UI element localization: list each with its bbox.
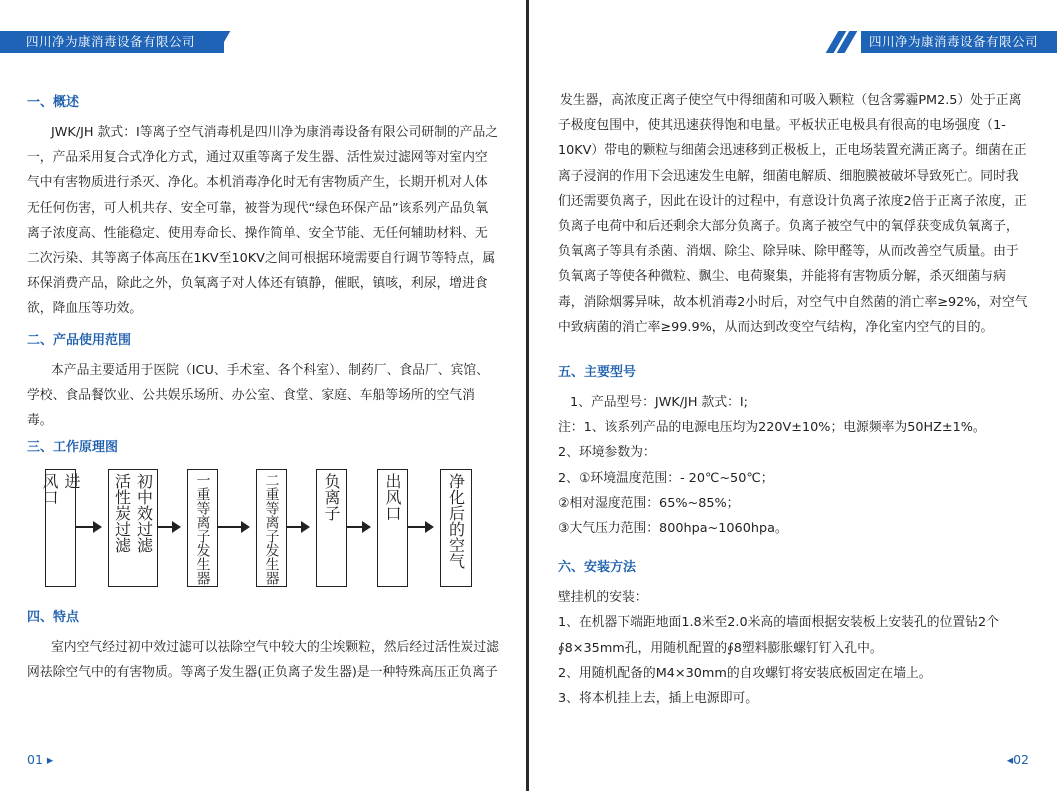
flow-step-label: 二重等离子发生器 (263, 473, 280, 586)
flow-step-box (316, 469, 347, 587)
flow-step-box (440, 469, 472, 587)
flow-step-box (108, 469, 158, 587)
flow-step-box (40, 469, 81, 587)
working-principle-diagram (27, 469, 499, 597)
section-title-features: 四、特点 (27, 610, 80, 626)
install-line: 2、用随机配备的M4×30mm的自攻螺钉将安装底板固定在墙上。 (558, 665, 932, 681)
flow-step-label: 初中效过滤 (134, 473, 154, 554)
page-number-left: 01 ▸ (27, 752, 54, 767)
flow-step-box (187, 469, 218, 587)
section-title-principle: 三、工作原理图 (27, 440, 119, 456)
header-banner-right: 四川净为康消毒设备有限公司 (861, 31, 1057, 53)
header-banner-left: 四川净为康消毒设备有限公司 (0, 31, 224, 53)
left-content (27, 88, 499, 686)
flow-step-label: 活性炭过滤 (112, 473, 132, 554)
model-line: 2、环境参数为： (558, 445, 656, 461)
flow-step-label: 进 (62, 473, 81, 490)
page-divider (526, 0, 529, 791)
install-line: 3、将本机挂上去，插上电源即可。 (558, 691, 759, 707)
flow-arrow-icon (158, 526, 179, 528)
flow-step-label: 净化后的空气 (446, 473, 466, 570)
flow-step-label: 出风口 (383, 473, 402, 522)
left-page (0, 0, 527, 791)
features-text-continued: 发生器，高浓度正离子使空气中得细菌和可吸入颗粒（包含雾霾PM2.5）处于正离子极度包围中，使其迅速获得饱和电量。平板状正电极具有很高的电场强度（1-10KV）带电的颗粒与细菌会迅速移到正极板上，正电场装置充满正离子。细菌在正离子浸润的作用下会迅速发生电解，细菌电解质、细胞膜被破坏导致死亡。同时我们还需要负离子，因此在设计的过程中，有意设计负离子浓度2倍于正离子浓度，正负离子电荷中和后还剩余大部分负离子。负离子被空气中的氧俘获变成负氧离子，负氧离子等具有杀菌、消烟、除尘、除异味、除甲醛等，从而改善空气质量。由于负氧离子等使各种微粒、飘尘、电荷聚集，并能将有害物质分解，杀灭细菌与病毒，消除烟雾异味，故本机消毒2小时后，对空气中自然菌的消亡率≥92%，对空气中致病菌的消亡率≥99.9%，从而达到改变空气结构，净化室内空气的目的。 (558, 93, 1028, 335)
model-line: 1、产品型号：JWK/JH 款式：I; (570, 395, 748, 411)
install-line: 1、在机器下端距地面1.8米至2.0米高的墙面根据安装板上安装孔的位置钻2个∮8×35mm孔，用随机配置的∮8塑料膨胀螺钉钉入孔中。 (558, 615, 999, 656)
section-title-models: 五、主要型号 (558, 365, 637, 381)
right-content (558, 88, 1030, 711)
features-text: 室内空气经过初中效过滤可以祛除空气中较大的尘埃颗粒，然后经过活性炭过滤网祛除空气中的有害物质。等离子发生器(正负离子发生器)是一种特殊高压正负离子 (27, 640, 499, 681)
flow-arrow-icon (218, 526, 248, 528)
install-line: 壁挂机的安装： (558, 590, 648, 606)
flow-arrow-icon (287, 526, 308, 528)
flow-step-box (256, 469, 287, 587)
usage-text: 本产品主要适用于医院（ICU、手术室、各个科室）、制药厂、食品厂、宾馆、学校、食品餐饮业、公共娱乐场所、办公室、食堂、家庭、车船等场所的空气消毒。 (27, 362, 489, 429)
model-line: ②相对湿度范围：65%~85%； (558, 495, 740, 511)
model-line: 2、①环境温度范围：- 20℃~50℃； (558, 470, 774, 486)
right-page (530, 0, 1057, 791)
section-title-usage: 二、产品使用范围 (27, 332, 132, 348)
page-number-right: ◂02 (1006, 752, 1029, 767)
flow-step-label: 风口 (40, 473, 59, 506)
flow-arrow-icon (347, 526, 369, 528)
flow-step-label: 负离子 (322, 473, 341, 522)
section-title-installation: 六、安装方法 (558, 560, 637, 576)
section-title-overview: 一、概述 (27, 95, 80, 110)
model-line: ③大气压力范围：800hpa~1060hpa。 (558, 521, 788, 537)
flow-arrow-icon (76, 526, 100, 528)
flow-step-label: 一重等离子发生器 (194, 473, 211, 586)
flow-arrow-icon (408, 526, 432, 528)
model-line: 注：1、该系列产品的电源电压均为220V±10%；电源频率为50HZ±1%。 (558, 420, 986, 436)
overview-text: JWK/JH 款式：I等离子空气消毒机是四川净为康消毒设备有限公司研制的产品之一，产品采用复合式净化方式，通过双重等离子发生器、活性炭过滤网等对室内空气中有害物质进行杀灭、净化。本机消毒净化时无有害物质产生，长期开机对人体无任何伤害，可人机共存、安全可靠，被誉为现代“绿色环保产品”该系列产品负氧离子浓度高、性能稳定、使用寿命长、操作简单、安全节能、无任何辅助材料、无二次污染、其等离子体高压在1KV至10KV之间可根据环境需要自行调节等特点，属环保消费产品，除此之外，负氧离子对人体还有镇静，催眠，镇咳，利尿，增进食欲，降血压等功效。 (27, 125, 499, 317)
flow-step-box (377, 469, 408, 587)
